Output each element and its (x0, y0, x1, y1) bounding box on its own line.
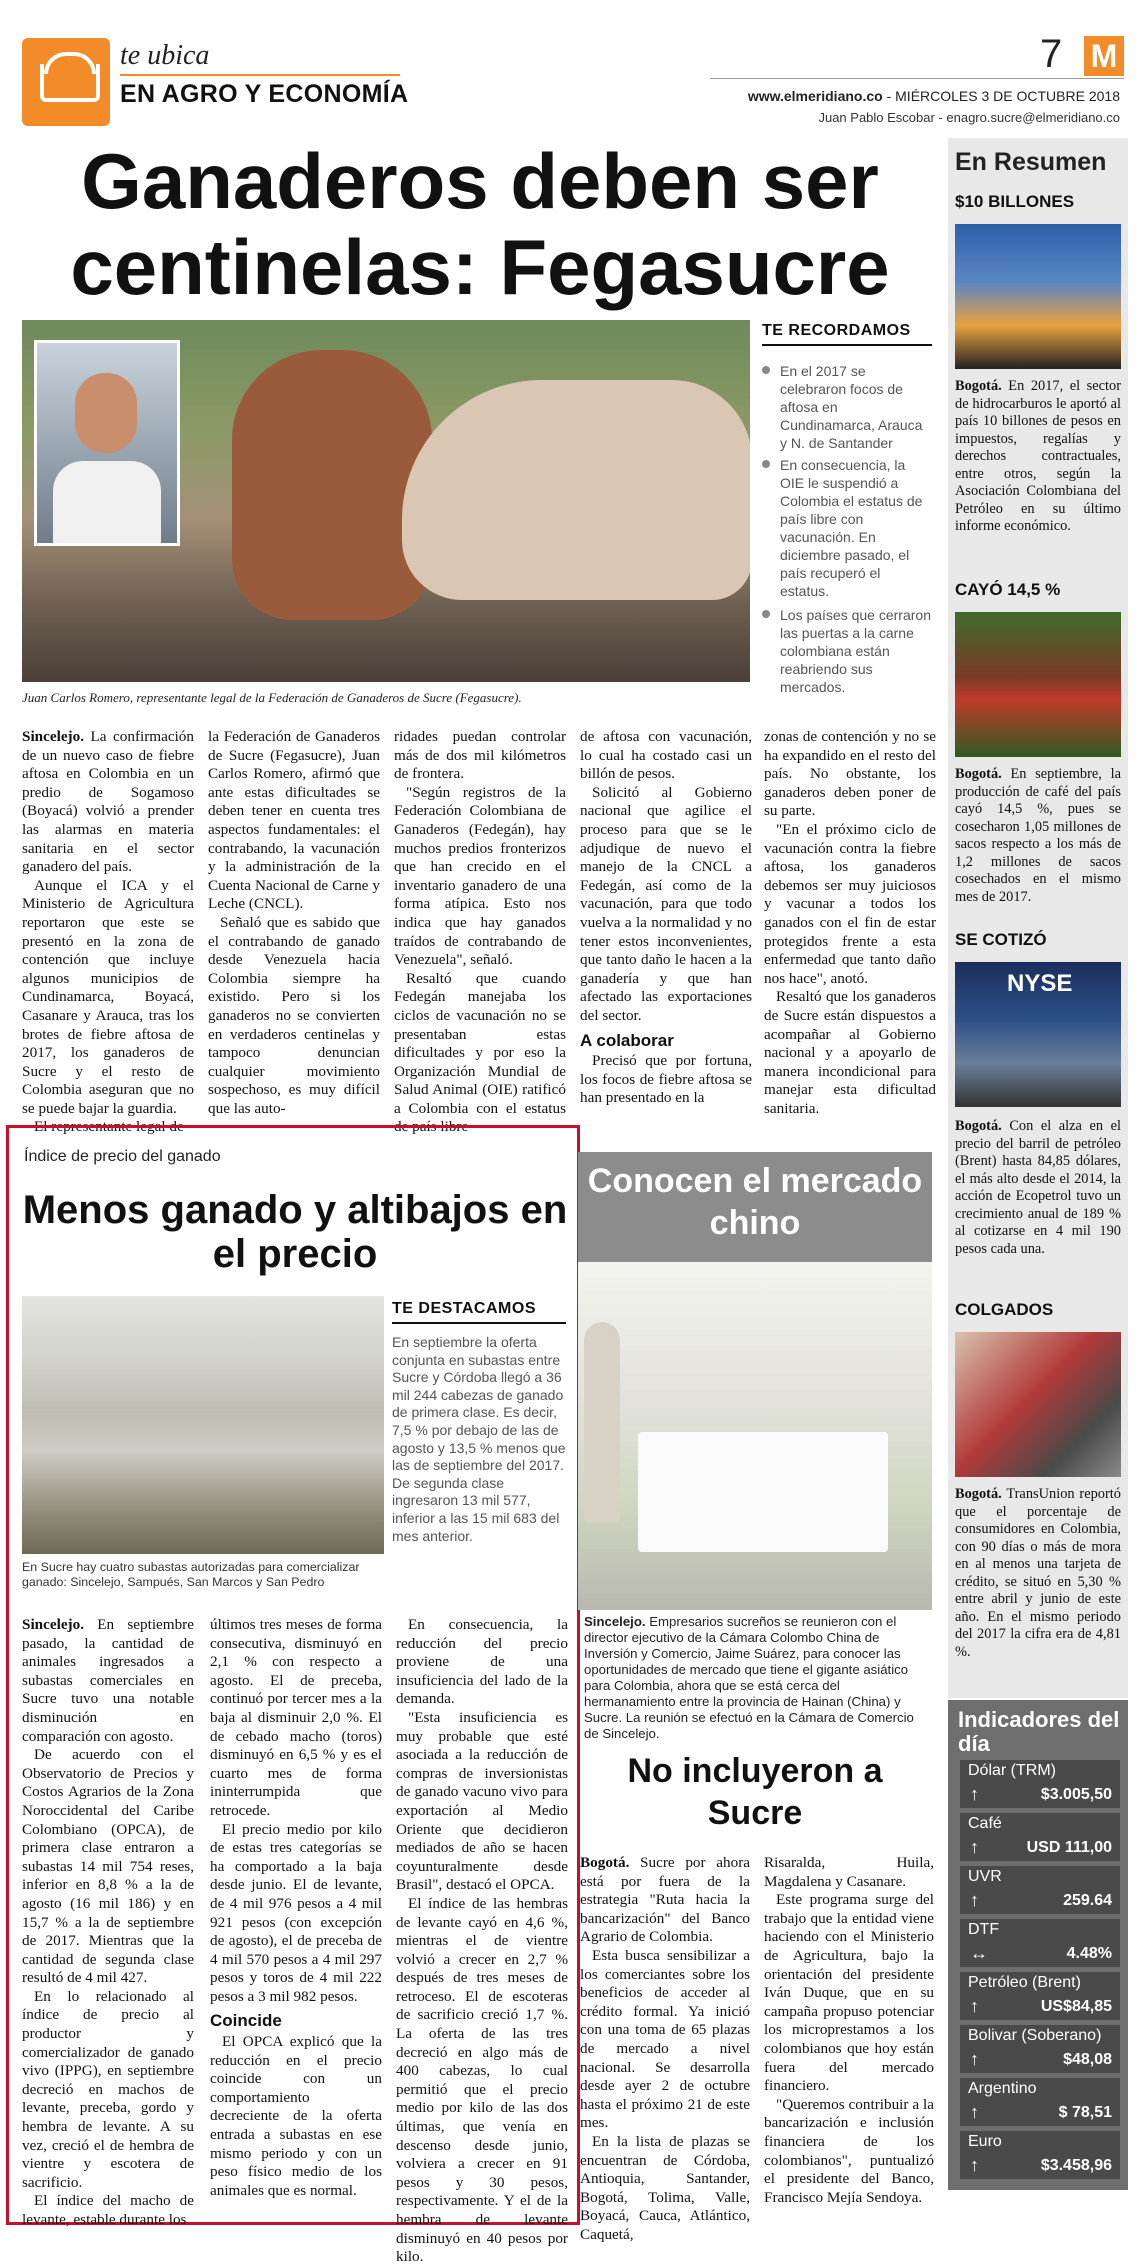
bullet-icon (762, 460, 770, 468)
article-column: Risaralda, Huila, Magdalena y Casanare. Este programa surge del trabajo que la entidad viene haciendo con el Ministerio de Agricultura, bajo la orientación del presidente Iván Duque, que en su campaña propuso potenciar los microprestamos a los colombianos que hoy están fuera del mercado financiero. "Queremos contribuir a la bancarización e inclusión financiera de los colombianos", puntualizó el presidente del Banco, Francisco Mejía Sendoya. (764, 1854, 934, 2206)
summary-text: Bogotá. Con el alza en el precio del barril de petróleo (Brent) hasta 84,85 dólares, el más alto desde el 2014, la acción de Ecopetrol tuvo un crecimiento anual de 189 % al cotizarse en 4 mil 190 pesos cada una. (955, 1118, 1121, 1257)
destacamos-text: En septiembre la oferta conjunta en subastas entre Sucre y Córdoba llegó a 36 mil 244 cabezas de ganado de primera clase. Es decir, 7,5 % por debajo de las de agosto y 13,5 % menos que las de septiembre del 2017. De segunda clase ingresaron 13 mil 577, inferior a las 15 mil 683 del mes anterior. (392, 1334, 566, 1544)
article-column: la Federación de Ganaderos de Sucre (Fegasucre), Juan Carlos Romero, afirmó que ante estas dificultades se deben tener en cuenta tres aspectos fundamentales: el contrabando, la vacunación y la administración de la Cuenta Nacional de Carne y Leche (CNCL). Señaló que es sabido que el contrabando de ganado desde Venezuela hacia Colombia siempre ha existido. Pero si los ganaderos no se convierten en verdaderos centinelas y tampoco denuncian cualquier movimiento sospechoso, es muy difícil que las auto- (208, 728, 380, 1117)
summary-heading: $10 BILLONES (955, 192, 1075, 211)
article-column: Sincelejo. En septiembre pasado, la cantidad de animales ingresados a subastas comerciales en Sucre tuvo una notable disminución en comparación con agosto. De acuerdo con el Observatorio de Precios y Costos Agrarios de la Zona Noroccidental del Caribe Colombiano (OPCA), de primera clase entraron a subastas 14 mil 754 reses, inferior en 8,8 % a la de agosto (16 mil 186) y en 15,7 % a la de septiembre de 2017. Mientras que la cantidad de segunda clase resultó de 4 mil 427. En lo relacionado al índice de precio al productor y comercializador de ganado vivo (IPPG), en septiembre decreció en machos de levante, preceba, gordo y hembra de levante. A su vez, creció el de hembra de vientre y escotera de sacrificio. El índice del macho de levante, estable durante los (22, 1616, 194, 2228)
arrow-up-icon: ↑ (970, 2155, 979, 2175)
cattle-photo (22, 320, 750, 682)
indicator-row: UVR ↑ 259.64 (960, 1866, 1120, 1914)
divider (710, 78, 1124, 79)
divider (120, 74, 400, 76)
author-line: Juan Pablo Escobar - enagro.sucre@elmeridiano.co (818, 110, 1120, 125)
article-column: Bogotá. Sucre por ahora está por fuera de la estrategia "Ruta hacia la bancarización" del Banco Agrario de Colombia. Esta busca sensibilizar a los comerciantes sobre los beneficios de acceder al crédito formal. Ya inició con una toma de 65 plazas de mercado a nivel nacional. Se desarrolla desde ayer 2 de octubre hasta el próximo 21 de este mes. En la lista de plazas se encuentran de Córdoba, Antioquia, Santander, Bogotá, Tolima, Valle, Boyacá, Cauca, Atlántico, Caquetá, (580, 1854, 750, 2243)
arrow-up-icon: ↑ (970, 1996, 979, 2016)
section-title: EN AGRO Y ECONOMÍA (120, 80, 409, 108)
article-column: ridades puedan controlar más de dos mil kilómetros de frontera. "Según registros de la Federación Colombiana de Ganaderos (Fedegán), hay muchos predios fronterizos que han crecido en el inventario ganadero de una forma atípica. Esto nos indica que hay ganados traídos de contrabando de Venezuela", señaló. Resaltó que cuando Fedegán manejaba los ciclos de vacunación no se presentaban estas dificultades y por eso la Organización Mundial de Salud Animal (OIE) ratificó a Colombia con el estatus de país libre (394, 728, 566, 1136)
site-url[interactable]: www.elmeridiano.co (747, 88, 883, 104)
indicator-row: DTF ↔ 4.48% (960, 1919, 1120, 1967)
indicator-row: Café ↑ USD 111,00 (960, 1813, 1120, 1861)
portrait-photo (34, 340, 180, 546)
page-number: 7 (1040, 32, 1063, 76)
sucre-headline: No incluyeron a Sucre (627, 1752, 883, 1832)
sidebar-title: En Resumen (955, 148, 1107, 176)
summary-heading: SE COTIZÓ (955, 930, 1047, 949)
box-kicker: Índice de precio del ganado (24, 1148, 221, 1165)
dateline (620, 88, 1120, 104)
indicators-title: Indicadores del día (958, 1707, 1120, 1756)
indicator-row: Petróleo (Brent) ↑ US$84,85 (960, 1972, 1120, 2020)
subheading: A colaborar (580, 1030, 674, 1050)
subheading: Coincide (210, 2011, 282, 2031)
divider (392, 1322, 566, 1324)
arrow-up-icon: ↑ (970, 2102, 979, 2122)
list-item: Los países que cerraron las puertas a la carne colombiana están reabriendo sus mercados. (762, 606, 932, 696)
divider (762, 344, 932, 346)
meeting-photo (578, 1262, 932, 1610)
photo-caption: Sincelejo. Empresarios sucreños se reunieron con el director ejecutivo de la Cámara Colombo China de Inversión y Comercio, Jaime Suárez, para conocer las oportunidades de mercado que tiene el gigante asiático para Colombia, ahora que se está cerca del hermanamiento entre la provincia de Hainan (China) y Sucre. La reunión se efectuó en la Cámara de Comercio de Sincelejo. (584, 1614, 914, 1741)
arrow-both-icon: ↔ (970, 1943, 988, 1963)
article-column: de aftosa con vacunación, lo cual ha costado casi un billón de pesos. Solicitó al Gobierno nacional que agilice el proceso para que se le adjudique de nuevo el manejo de la CNCL a Fedegán, así como de la vacunación, para que todo vuelva a la normalidad y no tener estos inconvenientes, que tanto daño le hacen a la ganadería y que han afectado las exportaciones del sector. A colaborar Precisó que por fortuna, los focos de fiebre aftosa se han presentado en la (580, 728, 752, 1107)
bullet-icon (762, 610, 770, 618)
brand-logo-icon: M (1084, 36, 1124, 76)
indicator-row: Euro ↑ $3.458,96 (960, 2131, 1120, 2179)
nyse-label: NYSE (1007, 970, 1073, 997)
indicator-row: Dólar (TRM) ↑ $3.005,50 (960, 1760, 1120, 1808)
bullet-icon (762, 366, 770, 374)
oil-pump-photo (955, 224, 1121, 369)
herd-photo (22, 1296, 384, 1554)
card-terminal-photo (955, 1332, 1121, 1477)
section-logo-icon (22, 38, 110, 126)
article-column: últimos tres meses de forma consecutiva, disminuyó en 2,1 % con respecto a agosto. El de preceba, continuó por tercer mes a la baja al disminuir 2,0 %. El de cebado macho (toros) disminuyó en 6,5 % y es el cuarto mes de forma ininterrumpida que retrocede. El precio medio por kilo de estas tres categorías se ha comportado a la baja desde junio. El de levante, de 4 mil 976 pesos a 4 mil 921 pesos (con excepción de agosto), el de preceba de 4 mil 570 pesos a 4 mil 297 pesos y toros de 4 mil 222 pesos a 3 mil 982 pesos. Coincide El OPCA explicó que la reducción en el precio coincide con un comportamiento decreciente de la oferta entrada a subastas en ese mismo periodo y con un peso físico medio de los animales que es normal. (210, 1616, 382, 2199)
section-tagline: te ubica (120, 40, 210, 71)
indicator-row: Bolivar (Soberano) ↑ $48,08 (960, 2025, 1120, 2073)
arrow-up-icon: ↑ (970, 1837, 979, 1857)
summary-heading: COLGADOS (955, 1300, 1054, 1319)
article-column: zonas de contención y no se ha expandido en el resto del país. No obstante, los ganaderos deben poner de su parte. "En el próximo ciclo de vacunación contra la fiebre aftosa, los ganaderos debemos ser muy juiciosos y vacunar a todos los ganados con el fin de estar protegidos frente a esta enfermedad que tanto daño nos hace", anotó. Resaltó que los ganaderos de Sucre están dispuestos a acompañar al Gobierno nacional y a apoyarlo de manera incondicional para manejar esta dificultad sanitaria. (764, 728, 936, 1117)
list-item: En el 2017 se celebraron focos de aftosa en Cundinamarca, Arauca y N. de Santander (762, 362, 932, 452)
coffee-photo (955, 612, 1121, 757)
recordamos-title: TE RECORDAMOS (762, 322, 911, 339)
edition-date: - MIÉRCOLES 3 DE OCTUBRE 2018 (882, 88, 1120, 104)
summary-text: Bogotá. TransUnion reportó que el porcentaje de consumidores en Colombia, con 90 días o más de mora en al menos una tarjeta de crédito, se situó en 5,30 % entre abril y junio de este año. En el mismo periodo del 2017 la cifra era de 4,81 %. (955, 1486, 1121, 1660)
main-headline: Ganaderos deben ser centinelas: Fegasucre (70, 137, 890, 311)
article-column: Sincelejo. La confirmación de un nuevo caso de fiebre aftosa en Colombia en un predio de Sogamoso (Boyacá) volvió a prender las alarmas en materia sanitaria en el sector ganadero del país. Aunque el ICA y el Ministerio de Agricultura reportaron que este se presentó en la zona de contención que incluye algunos municipios de Cundinamarca, Boyacá, Casanare y Arauca, tras los brotes de fiebre aftosa de 2017, los ganaderos de Sucre y el resto de Colombia aseguran que no se puede bajar la guardia. El representante legal de (22, 728, 194, 1136)
article-column: En consecuencia, la reducción del precio proviene de una insuficiencia del lado de la demanda. "Esta insuficiencia es muy probable que esté asociada a la reducción de compras de inversionistas de ganado vacuno vivo para exportación al Medio Oriente que decidieron mediados de año se hacen coyunturalmente desde Brasil", destacó el OPCA. El índice de las hembras de levante cayó en 4,6 %, mientras el de vientre volvió a crecer en 2,7 % después de tres meses de retroceso. El de escoteras de sacrificio creció 1,7 %. La oferta de las tres decreció en algo más de 400 cabezas, lo cual permitió que el precio medio por kilo de las dos últimas, que venía en descenso desde junio, volviera a crecer en 91 pesos y 30 pesos, respectivamente. Y el de la hembra de levante disminuyó en 40 pesos por kilo. (396, 1616, 568, 2266)
box-headline: Menos ganado y altibajos en el precio (22, 1188, 568, 1276)
arrow-up-icon: ↑ (970, 1784, 979, 1804)
summary-text: Bogotá. En septiembre, la producción de café del país cayó 14,5 %, pues se cosecharon 1,05 millones de sacos respecto a los más de 1,2 millones de sacos cosechados en el mismo mes de 2017. (955, 766, 1121, 905)
arrow-up-icon: ↑ (970, 1890, 979, 1910)
indicator-row: Argentino ↑ $ 78,51 (960, 2078, 1120, 2126)
stock-exchange-photo (955, 962, 1121, 1107)
photo-caption: En Sucre hay cuatro subastas autorizadas para comercializar ganado: Sincelejo, Sampués, San Marcos y San Pedro (22, 1560, 360, 1589)
chino-headline: Conocen el mercado chino (587, 1162, 923, 1242)
destacamos-title: TE DESTACAMOS (392, 1300, 536, 1317)
summary-heading: CAYÓ 14,5 % (955, 580, 1061, 599)
photo-caption: Juan Carlos Romero, representante legal de la Federación de Ganaderos de Sucre (Fegasucre). (22, 690, 522, 705)
summary-text: Bogotá. En 2017, el sector de hidrocarburos le aportó al país 10 billones de pesos en impuestos, regalías y derechos contractuales, entre otros, según la Asociación Colombiana del Petróleo en su último informe económico. (955, 378, 1121, 534)
list-item: En consecuencia, la OIE le suspendió a Colombia el estatus de país libre con vacunación. En diciembre pasado, el país recuperó el estatus. (762, 456, 932, 600)
arrow-up-icon: ↑ (970, 2049, 979, 2069)
